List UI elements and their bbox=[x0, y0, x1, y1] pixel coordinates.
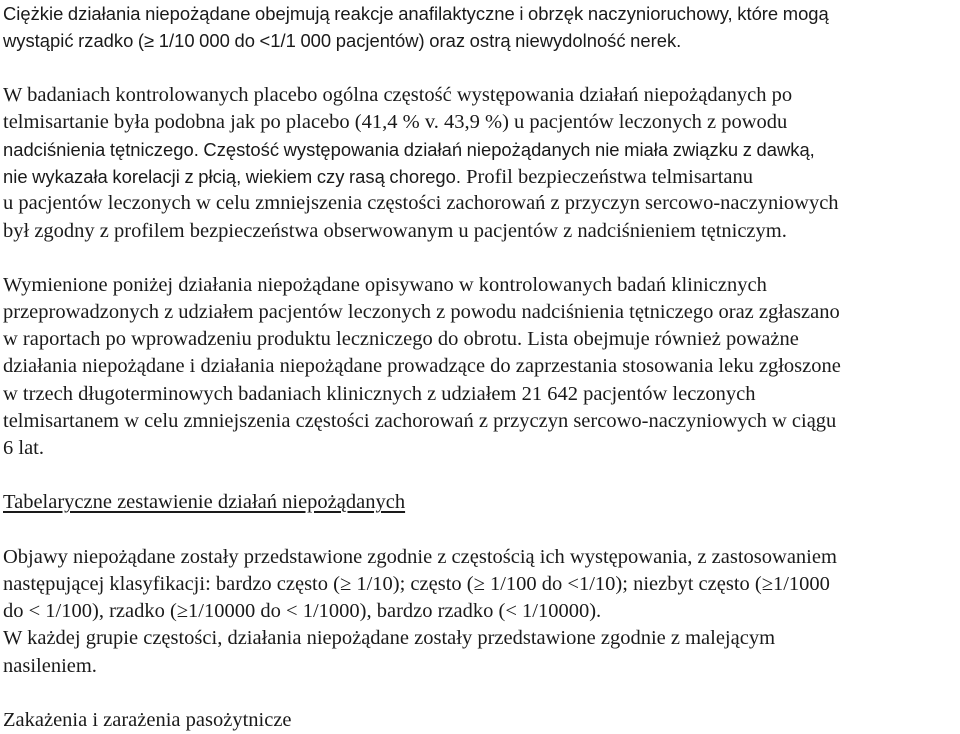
section-heading: Tabelaryczne zestawienie działań niepożądanych bbox=[3, 491, 406, 514]
paragraph-spacer bbox=[3, 517, 955, 544]
text-line: w raportach po wprowadzeniu produktu leczniczego do obrotu. Lista obejmuje również poważne bbox=[3, 328, 799, 351]
text-line: do < 1/100), rzadko (≥1/10000 do < 1/1000), bardzo rzadko (< 1/10000). bbox=[3, 600, 602, 623]
text-segment: Profil bezpieczeństwa telmisartanu bbox=[461, 166, 754, 189]
paragraph-spacer bbox=[3, 245, 955, 272]
text-line: nasileniem. bbox=[3, 654, 97, 677]
document-page bbox=[3, 0, 955, 734]
text-line: był zgodny z profilem bezpieczeństwa obserwowanym u pacjentów z nadciśnieniem tętniczym. bbox=[3, 219, 787, 242]
text-line: Wymienione poniżej działania niepożądane opisywano w kontrolowanych badań klinicznych bbox=[3, 273, 767, 296]
paragraph-spacer bbox=[3, 680, 955, 707]
text-line: W badaniach kontrolowanych placebo ogólna częstość występowania działań niepożądanych po bbox=[3, 83, 793, 106]
paragraph-frequency-classification bbox=[3, 544, 955, 680]
text-line: 6 lat. bbox=[3, 437, 44, 459]
paragraph-adverse-reactions-summary bbox=[3, 0, 955, 54]
paragraph-spacer bbox=[3, 462, 955, 489]
text-line: przeprowadzonych z udziałem pacjentów leczonych z powodu nadciśnienia tętniczego oraz zgłaszano bbox=[3, 301, 840, 324]
text-line: W każdej grupie częstości, działania niepożądane zostały przedstawione zgodnie z malejącym bbox=[3, 627, 776, 650]
text-line: telmisartanem w celu zmniejszenia częstości zachorowań z przyczyn sercowo-naczyniowych w ciągu bbox=[3, 409, 837, 432]
text-line: w trzech długoterminowych badaniach klinicznych z udziałem 21 642 pacjentów leczonych bbox=[3, 382, 756, 405]
paragraph-placebo-studies bbox=[3, 82, 955, 245]
text-line: następującej klasyfikacji: bardzo często (≥ 1/10); często (≥ 1/100 do <1/10); niezbyt często (≥1/1000 bbox=[3, 572, 830, 595]
text-line: Objawy niepożądane zostały przedstawione zgodnie z częstością ich występowania, z zastosowaniem bbox=[3, 545, 837, 568]
text-line: telmisartanie była podobna jak po placebo (41,4 % v. 43,9 %) u pacjentów leczonych z powodu bbox=[3, 110, 788, 133]
text-line: Ciężkie działania niepożądane obejmują reakcje anafilaktyczne i obrzęk naczynioruchowy, które mogą bbox=[3, 3, 829, 24]
paragraph-listed-reactions bbox=[3, 272, 955, 462]
text-line: działania niepożądane i działania niepożądane prowadzące do zaprzestania stosowania leku zgłoszone bbox=[3, 355, 841, 378]
paragraph-spacer bbox=[3, 54, 955, 81]
text-line: u pacjentów leczonych w celu zmniejszenia częstości zachorowań z przyczyn sercowo-naczyniowych bbox=[3, 192, 839, 215]
subsection-heading: Zakażenia i zarażenia pasożytnicze bbox=[3, 708, 292, 731]
text-line: nadciśnienia tętniczego. Częstość występowania działań niepożądanych nie miała związku z dawką, bbox=[3, 138, 815, 160]
text-line-mixed bbox=[3, 163, 955, 190]
text-line: wystąpić rzadko (≥ 1/10 000 do <1/1 000 pacjentów) oraz ostrą niewydolność nerek. bbox=[3, 30, 682, 52]
text-segment: nie wykazała korelacji z płcią, wiekiem czy rasą chorego. bbox=[3, 166, 461, 188]
